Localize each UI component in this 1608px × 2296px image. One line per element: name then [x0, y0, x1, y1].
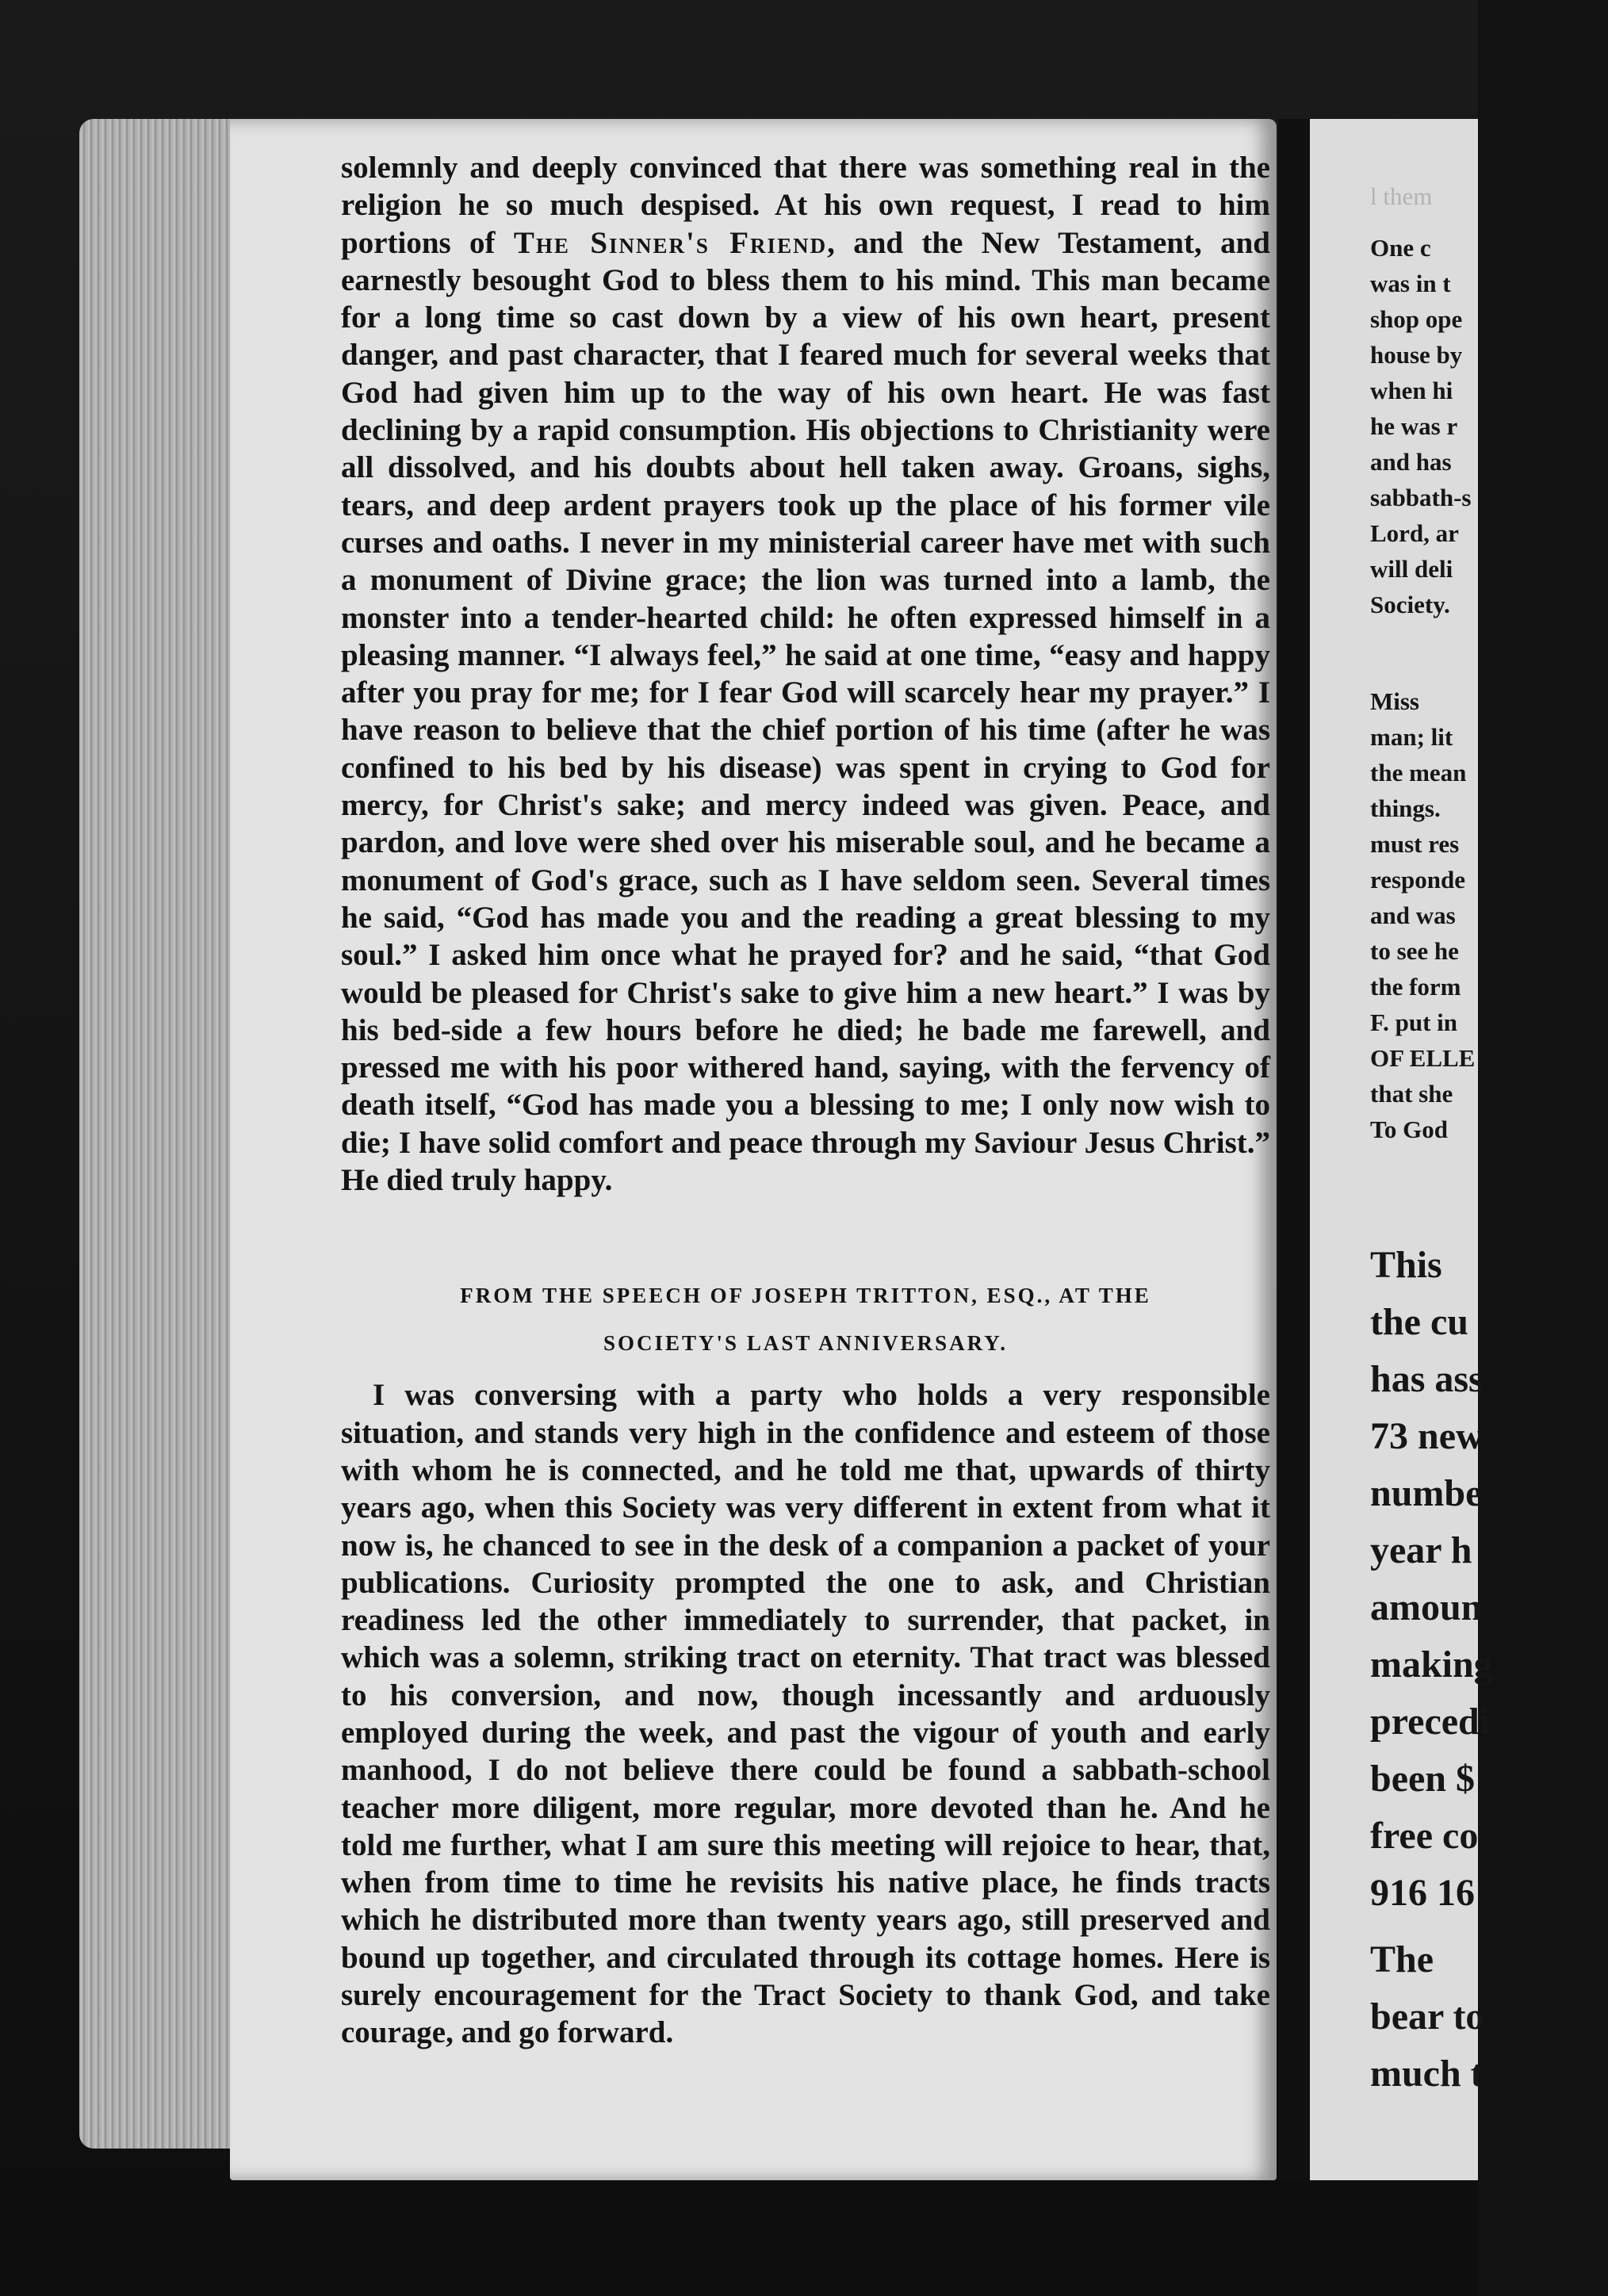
body-paragraph-2: I was conversing with a party who holds a very responsible situation, and stands very high in the confidence and esteem of those with whom he is connected, and he told me that, upwards of thirty years ago, when this Society was very different in extent from what it now is, he chanced to see in the desk of a companion a packet of your publications. Curiosity prompted the one to ask, and Christian readiness led the other immediately to surrender, that packet, in which was a solemn, striking tract on eternity. That tract was blessed to his conversion, and now, though incessantly and arduously employed during the week, and past the vigour of youth and early manhood, I do not believe there could be found a sabbath-school teacher more diligent, more regular, more devoted than he. And he told me further, what I am sure this meeting will rejoice to hear, that, when from time to time he revisits his native place, he finds tracts which he distributed more than twenty years ago, still preserved and bound up together, and circulated through its cottage homes. Here is surely encouragement for the Tract Society to thank God, and take courage, and go forward. — [341, 1378, 1270, 2050]
facing-line: year h — [1370, 1529, 1472, 1571]
facing-line: Miss — [1370, 687, 1419, 715]
facing-line: making — [1370, 1644, 1493, 1686]
facing-line: amoun — [1370, 1586, 1483, 1628]
facing-line: One c — [1370, 234, 1431, 262]
facing-line: has ass — [1370, 1358, 1484, 1400]
book-gutter — [1278, 119, 1310, 2180]
facing-line: house by — [1370, 341, 1463, 369]
facing-line: things. — [1370, 794, 1441, 822]
facing-line: OF ELLE — [1370, 1044, 1476, 1072]
facing-line: This — [1370, 1244, 1442, 1286]
facing-line: The — [1370, 1938, 1434, 1980]
facing-line: sabbath-s — [1370, 484, 1472, 511]
section-heading — [341, 1272, 1270, 1367]
facing-line: responde — [1370, 866, 1466, 894]
facing-line: 916 16 — [1370, 1872, 1475, 1914]
facing-line: 73 new — [1370, 1415, 1484, 1457]
facing-line: To God — [1370, 1115, 1448, 1143]
body-paragraph-1-start: solemnly and deeply convinced that there was something real in the religion he so much despised. At his own request, I read to him portions of — [341, 151, 1270, 260]
facing-line: been $ — [1370, 1758, 1475, 1800]
facing-line: much t — [1370, 2053, 1484, 2095]
facing-line: free co — [1370, 1815, 1479, 1857]
heading-line-2: SOCIETY'S LAST ANNIVERSARY. — [603, 1331, 1008, 1356]
facing-line: when hi — [1370, 377, 1453, 404]
facing-line: F. put in — [1370, 1008, 1457, 1036]
facing-page-block-1 — [1370, 230, 1608, 622]
body-paragraph-1 — [341, 149, 1270, 1199]
body-paragraph-1-rest: , and the New Testament, and earnestly besought God to bless them to his mind. This man became for a long time so cast down by a view of his own heart, present danger, and past character, that I feared much for several weeks that God had given him up to the way of his own heart. He was fast declining by a rapid consumption. His objections to Christianity were all dissolved, and his doubts about hell taken away. Groans, sighs, tears, and deep ardent prayers took up the place of his former vile curses and oaths. I never in my ministerial career have met with such a monument of Divine grace; the lion was turned into a lamb, the monster into a tender-hearted child: he often expressed himself in a pleasing manner. “I always feel,” he said at one time, “easy and happy after you pray for me; for I fear God will scarcely hear my prayer.” I have reason to believe that the chief portion of his time (after he was confined to his bed by his disease) was spent in crying to God for mercy, for Christ's sake; and mercy indeed was given. Peace, and pardon, and love were shed over his miserable soul, and he became a monument of God's grace, such as I have seldom seen. Several times he said, “God has made you and the reading a great blessing to my soul.” I asked him once what he prayed for? and he said, “that God would be pleased for Christ's sake to give him a new heart.” I was by his bed-side a few hours before he died; he bade me farewell, and pressed me with his poor withered hand, saying, with the fervency of death itself, “God has made you a blessing to me; I only now wish to die; I have solid comfort and peace through my Saviour Jesus Christ.” He died truly happy. — [341, 225, 1270, 1198]
facing-line: will deli — [1370, 555, 1453, 583]
facing-line: must res — [1370, 830, 1460, 858]
facing-line: numbe — [1370, 1472, 1483, 1514]
facing-line: precedi — [1370, 1701, 1491, 1743]
facing-line: was in t — [1370, 270, 1451, 297]
publication-title: The Sinner's Friend — [513, 225, 828, 260]
facing-page-block-4 — [1370, 1931, 1608, 2103]
facing-line: man; lit — [1370, 723, 1453, 751]
facing-line: that she — [1370, 1080, 1453, 1108]
facing-line: he was r — [1370, 412, 1458, 440]
facing-line: Society. — [1370, 591, 1450, 618]
facing-line: Lord, ar — [1370, 519, 1459, 547]
facing-line: the cu — [1370, 1301, 1468, 1343]
facing-line: the form — [1370, 973, 1461, 1001]
facing-line: bear to — [1370, 1996, 1485, 2038]
heading-line-1: FROM THE SPEECH OF JOSEPH TRITTON, ESQ., AT THE — [460, 1284, 1151, 1308]
facing-line: shop ope — [1370, 305, 1463, 333]
facing-page-block-2 — [1370, 683, 1608, 1147]
book-page-edges — [79, 119, 238, 2149]
facing-line: the mean — [1370, 759, 1467, 786]
facing-page-faint-text: l them — [1370, 182, 1433, 210]
facing-line: and was — [1370, 901, 1456, 929]
main-text-column — [341, 149, 1270, 2052]
facing-line: and has — [1370, 448, 1452, 476]
facing-page-block-3 — [1370, 1237, 1608, 1922]
facing-line: to see he — [1370, 937, 1459, 965]
